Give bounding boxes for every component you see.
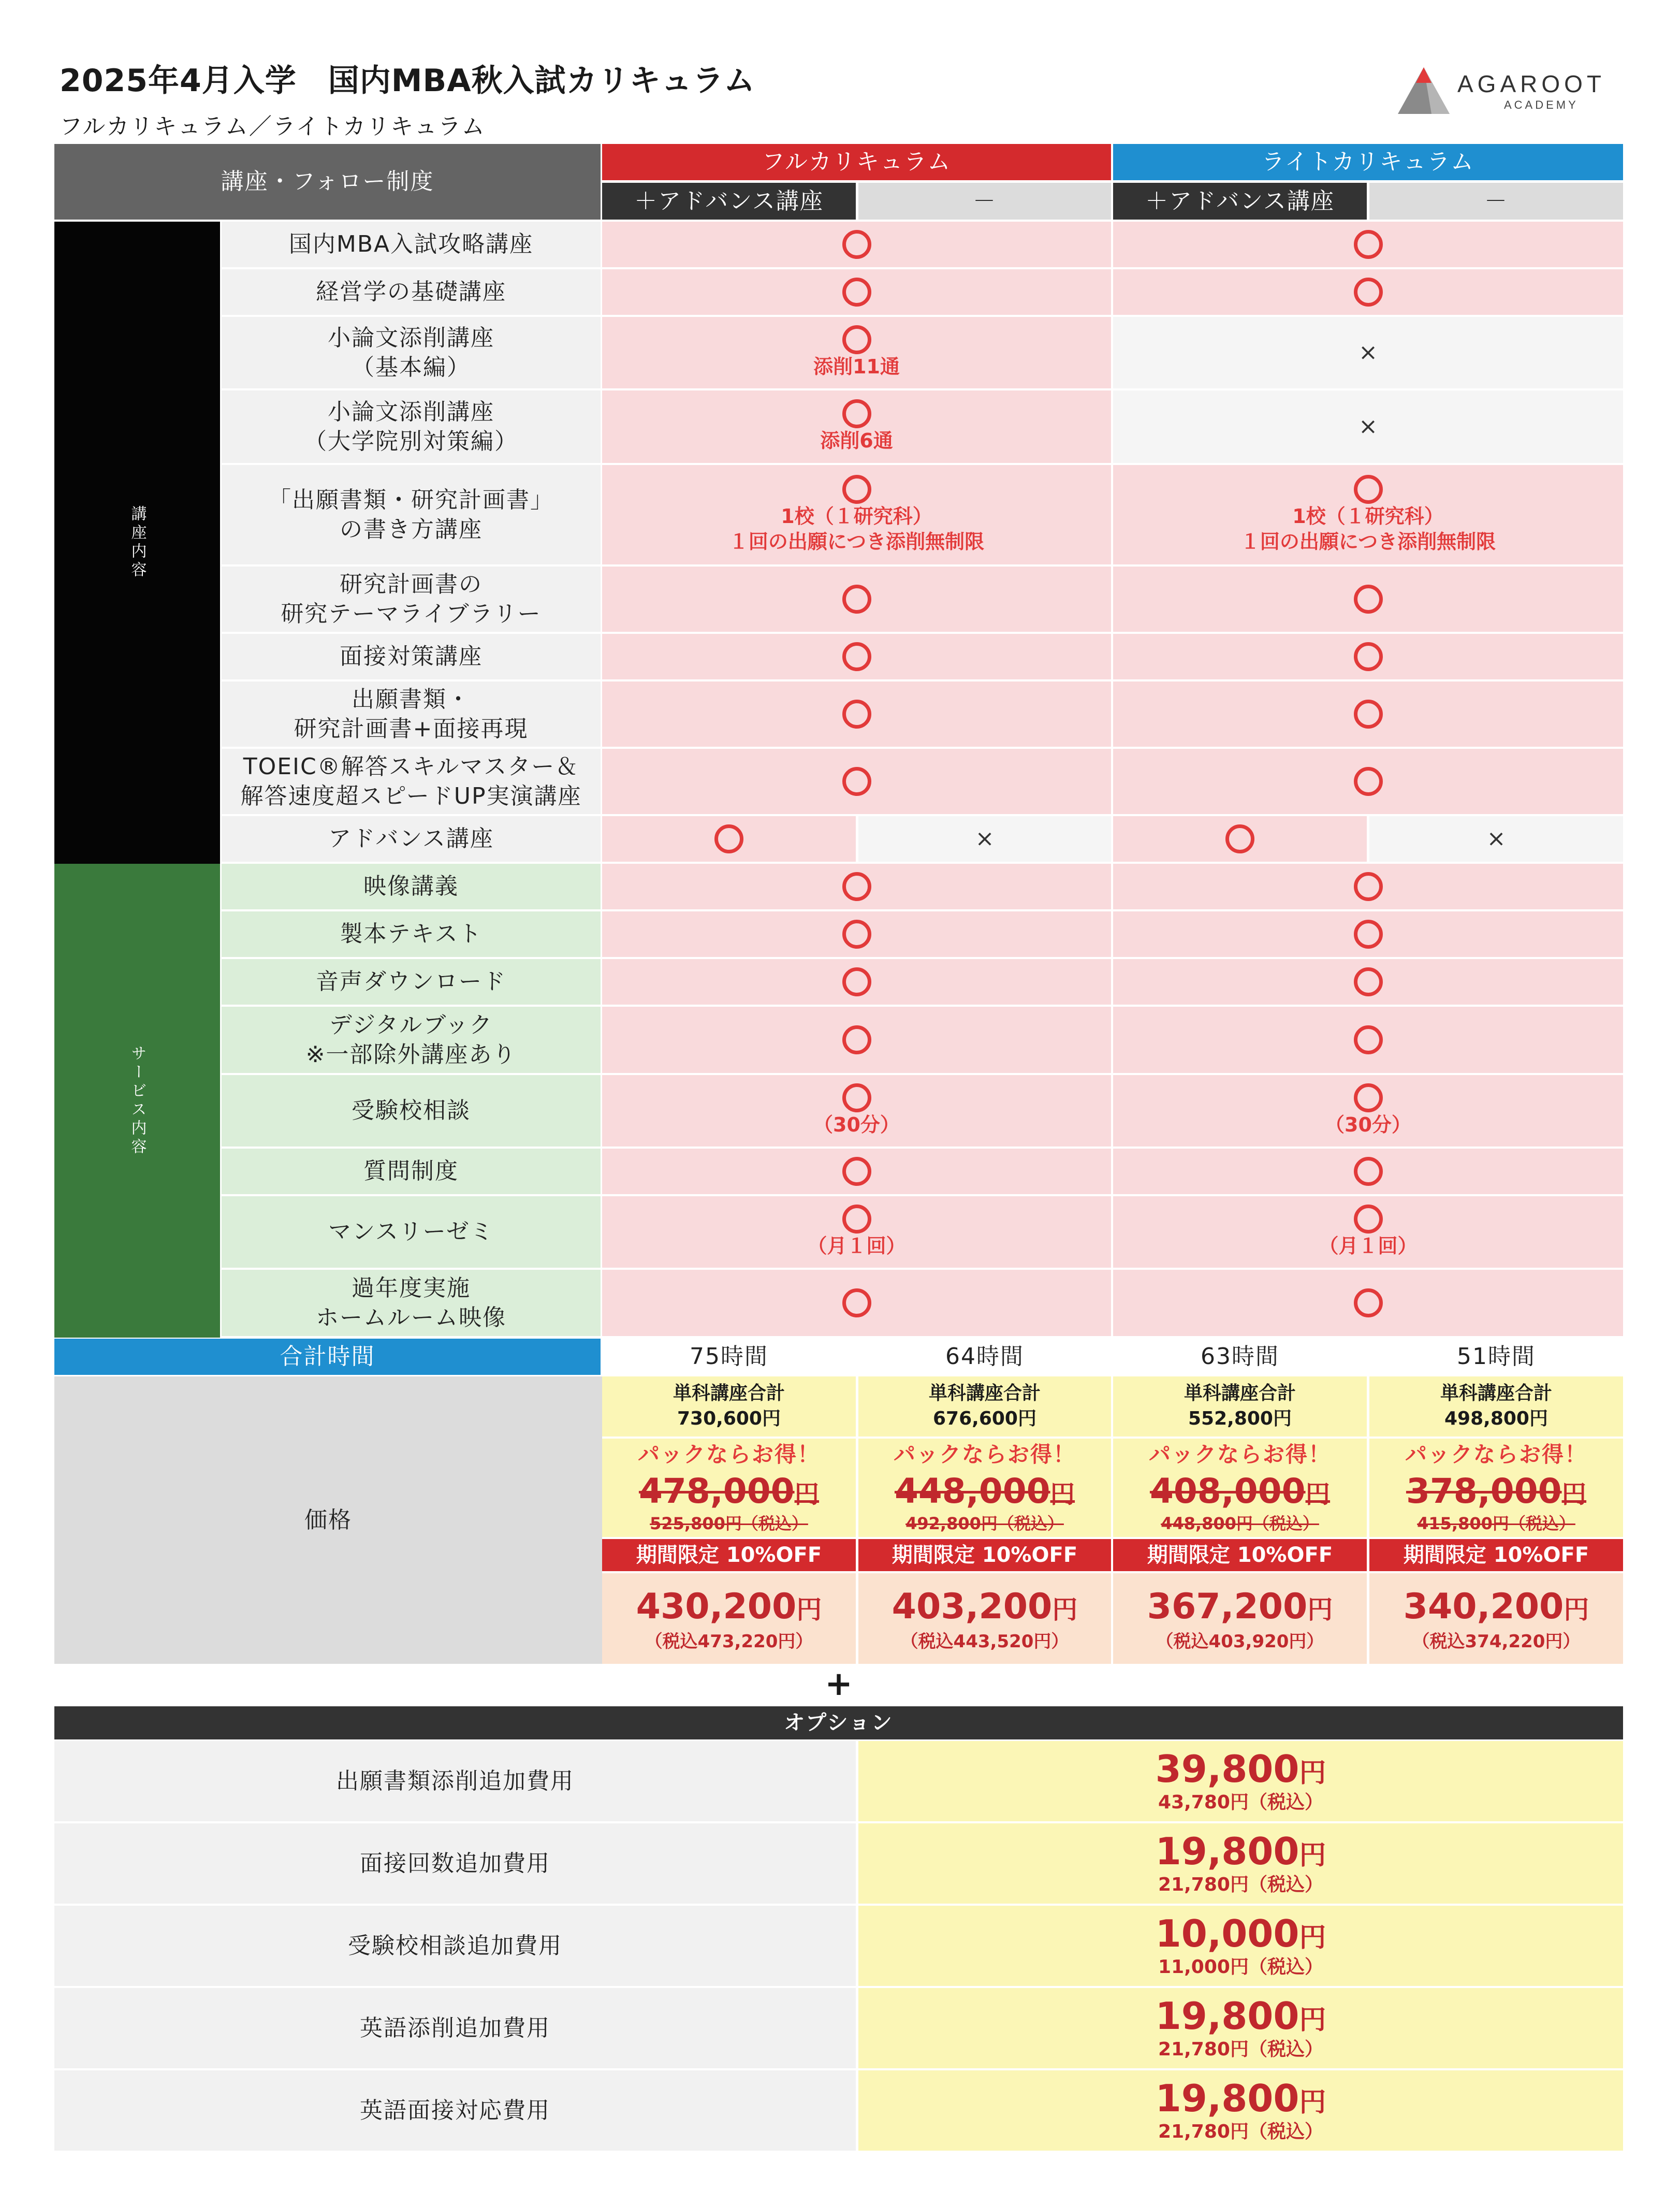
pack-price-value: 408,000 bbox=[1149, 1471, 1306, 1511]
circle-icon bbox=[1354, 642, 1383, 671]
total-hours-value: 75時間 bbox=[690, 1343, 768, 1370]
lite-cell bbox=[1113, 1270, 1623, 1336]
final-price-tax: （税込443,520円） bbox=[900, 1631, 1069, 1652]
row-label-text: TOEIC®解答スキルマスター＆ bbox=[243, 753, 579, 780]
page-title: 2025年4月入学 国内MBA秋入試カリキュラム bbox=[60, 63, 756, 99]
total-hours-value: 64時間 bbox=[945, 1343, 1024, 1370]
circle-icon bbox=[1354, 475, 1383, 504]
circle-icon bbox=[842, 278, 871, 307]
row-label-text: ※一部除外講座あり bbox=[305, 1041, 517, 1068]
option-price-tax: 21,780円（税込） bbox=[1158, 1874, 1323, 1895]
final-price-cell bbox=[1113, 1573, 1367, 1664]
limited-offer-label: 期間限定 10%OFF bbox=[1403, 1543, 1589, 1567]
yen-unit: 円 bbox=[794, 1480, 820, 1509]
yen-unit: 円 bbox=[1299, 2086, 1326, 2118]
cell-note: （月１回） bbox=[1319, 1235, 1418, 1258]
circle-icon bbox=[1225, 824, 1254, 853]
circle-icon bbox=[842, 967, 871, 996]
cell-note: 添削11通 bbox=[813, 355, 900, 379]
yen-unit: 円 bbox=[1307, 1595, 1333, 1625]
pack-price-value: 478,000 bbox=[638, 1471, 795, 1511]
full-cell bbox=[602, 681, 1111, 747]
final-price-value: 403,200 bbox=[892, 1586, 1053, 1628]
circle-icon bbox=[842, 325, 871, 354]
option-price-cell bbox=[858, 1823, 1623, 1904]
total-hours-value: 51時間 bbox=[1457, 1343, 1536, 1370]
row-label-essay-school bbox=[222, 390, 601, 463]
pack-price bbox=[1150, 1469, 1330, 1514]
single-total-value: 730,600円 bbox=[677, 1408, 781, 1429]
circle-icon bbox=[1354, 1205, 1383, 1234]
row-label-text: 研究テーマライブラリー bbox=[281, 601, 542, 627]
full-cell bbox=[602, 911, 1111, 957]
yen-unit: 円 bbox=[1561, 1480, 1587, 1509]
circle-icon bbox=[1354, 278, 1383, 307]
final-price-tax: （税込374,220円） bbox=[1412, 1631, 1581, 1652]
option-price-value: 19,800 bbox=[1155, 2076, 1299, 2120]
single-total-cell bbox=[1113, 1376, 1367, 1437]
option-label-cell bbox=[54, 1823, 856, 1904]
circle-icon bbox=[842, 700, 871, 729]
full-cell bbox=[602, 567, 1111, 632]
lite-basic-cell bbox=[1369, 816, 1623, 862]
cross-icon: × bbox=[1358, 413, 1378, 440]
pack-price-tax: 492,800円（税込） bbox=[905, 1514, 1064, 1534]
row-label-school-consult bbox=[222, 1075, 601, 1147]
pack-label: パックならお得！ bbox=[637, 1442, 820, 1467]
single-total-value: 552,800円 bbox=[1188, 1408, 1292, 1429]
cell-note: （30分） bbox=[813, 1113, 900, 1137]
row-label-interview bbox=[222, 634, 601, 679]
pack-label: パックならお得！ bbox=[1405, 1442, 1587, 1467]
limited-offer-bar bbox=[858, 1539, 1111, 1571]
option-price-tax: 21,780円（税込） bbox=[1158, 2121, 1323, 2142]
final-price bbox=[1404, 1584, 1589, 1630]
final-price-cell bbox=[602, 1573, 856, 1664]
full-cell bbox=[602, 1075, 1111, 1147]
full-advance-label: ＋アドバンス講座 bbox=[634, 187, 824, 214]
cell-note: 添削6通 bbox=[820, 429, 893, 453]
pack-price-tax: 448,800円（税込） bbox=[1161, 1514, 1319, 1534]
option-price-value: 19,800 bbox=[1155, 1994, 1299, 2038]
limited-offer-label: 期間限定 10%OFF bbox=[892, 1543, 1078, 1567]
single-total-label: 単科講座合計 bbox=[1184, 1383, 1296, 1404]
circle-icon bbox=[842, 585, 871, 614]
option-price-value: 39,800 bbox=[1155, 1747, 1299, 1791]
circle-icon bbox=[842, 1157, 871, 1186]
row-label-monthly-seminar bbox=[222, 1196, 601, 1268]
single-total-label: 単科講座合計 bbox=[1440, 1383, 1552, 1404]
cross-icon: × bbox=[1358, 339, 1378, 366]
full-cell bbox=[602, 390, 1111, 463]
cross-icon: × bbox=[1486, 825, 1506, 852]
section-service-text: サービス内容 bbox=[128, 1045, 147, 1157]
final-price-value: 340,200 bbox=[1403, 1586, 1564, 1628]
row-label-text: ホームルーム映像 bbox=[316, 1304, 506, 1331]
yen-unit: 円 bbox=[796, 1595, 822, 1625]
full-cell bbox=[602, 1149, 1111, 1194]
option-price-cell bbox=[858, 1741, 1623, 1821]
circle-icon bbox=[1354, 585, 1383, 614]
total-hours-label-text: 合計時間 bbox=[280, 1343, 375, 1370]
circle-icon bbox=[1354, 1083, 1383, 1112]
option-label-cell bbox=[54, 2070, 856, 2151]
single-total-cell bbox=[602, 1376, 856, 1437]
lite-cell bbox=[1113, 911, 1623, 957]
total-hours-value: 63時間 bbox=[1201, 1343, 1279, 1370]
total-hours-label bbox=[54, 1339, 601, 1375]
logo-text: AGAROOT bbox=[1457, 70, 1606, 97]
pack-price-cell bbox=[1369, 1439, 1623, 1537]
circle-icon bbox=[714, 824, 743, 853]
corner-header-label: 講座・フォロー制度 bbox=[221, 168, 434, 195]
lite-cell bbox=[1113, 567, 1623, 632]
row-label-text: 出願書類・ bbox=[352, 686, 471, 713]
row-label-mba-exam bbox=[222, 222, 601, 267]
pack-price bbox=[1406, 1469, 1586, 1514]
row-label-advance bbox=[222, 816, 601, 862]
circle-icon bbox=[842, 1288, 871, 1317]
cell-note: 1校（１研究科） bbox=[1292, 504, 1444, 528]
row-label-questions bbox=[222, 1149, 601, 1194]
final-price bbox=[892, 1584, 1078, 1630]
circle-icon bbox=[1354, 767, 1383, 796]
row-label-text: 過年度実施 bbox=[352, 1274, 471, 1301]
option-label-cell bbox=[54, 1988, 856, 2068]
lite-advance-label: ＋アドバンス講座 bbox=[1145, 187, 1335, 214]
final-price-cell bbox=[858, 1573, 1111, 1664]
option-label-cell bbox=[54, 1741, 856, 1821]
cross-icon: × bbox=[975, 825, 995, 852]
final-price bbox=[1147, 1584, 1333, 1630]
option-price-cell bbox=[858, 2070, 1623, 2151]
option-price bbox=[1156, 1830, 1326, 1873]
single-total-cell bbox=[858, 1376, 1111, 1437]
lite-cell bbox=[1113, 1149, 1623, 1194]
lite-cell bbox=[1113, 749, 1623, 814]
pack-price-value: 448,000 bbox=[894, 1471, 1050, 1511]
row-label-research-library bbox=[222, 567, 601, 632]
row-label-toeic bbox=[222, 749, 601, 814]
lite-cell bbox=[1113, 465, 1623, 564]
circle-icon bbox=[1354, 920, 1383, 949]
single-total-label: 単科講座合計 bbox=[928, 1383, 1041, 1404]
full-basic-subheader bbox=[858, 183, 1111, 220]
row-label-text: 小論文添削講座 bbox=[328, 324, 494, 351]
total-hours-cell bbox=[602, 1339, 856, 1375]
option-label: 受験校相談追加費用 bbox=[348, 1932, 562, 1959]
circle-icon bbox=[1354, 1025, 1383, 1054]
circle-icon bbox=[842, 1205, 871, 1234]
row-label-text: 解答速度超スピードUP実演講座 bbox=[240, 783, 582, 809]
option-label: 英語添削追加費用 bbox=[360, 2014, 550, 2041]
circle-icon bbox=[842, 1025, 871, 1054]
lite-cell bbox=[1113, 681, 1623, 747]
full-basic-dash: － bbox=[973, 187, 997, 214]
row-label-text: 「出願書類・研究計画書」 bbox=[268, 486, 554, 513]
lite-basic-subheader bbox=[1369, 183, 1623, 220]
pack-price bbox=[895, 1469, 1075, 1514]
full-basic-cell bbox=[858, 816, 1111, 862]
logo-subtext: ACADEMY bbox=[1504, 98, 1579, 111]
plus-icon: + bbox=[825, 1665, 853, 1704]
cell-note: 1校（１研究科） bbox=[781, 504, 932, 528]
circle-icon bbox=[842, 1083, 871, 1112]
option-price bbox=[1156, 1748, 1326, 1791]
pack-price-value: 378,000 bbox=[1406, 1471, 1562, 1511]
final-price-value: 367,200 bbox=[1147, 1586, 1308, 1628]
limited-offer-bar bbox=[1369, 1539, 1623, 1571]
single-total-cell bbox=[1369, 1376, 1623, 1437]
row-label-text: 国内MBA入試攻略講座 bbox=[288, 231, 534, 258]
option-label-cell bbox=[54, 1906, 856, 1986]
lite-cell bbox=[1113, 222, 1623, 267]
cell-note: （30分） bbox=[1325, 1113, 1411, 1137]
lite-cell bbox=[1113, 864, 1623, 909]
cell-note: （月１回） bbox=[807, 1235, 906, 1258]
options-header-text: オプション bbox=[784, 1711, 894, 1735]
circle-icon bbox=[842, 399, 871, 428]
section-course-text: 講座内容 bbox=[128, 505, 147, 580]
circle-icon bbox=[1354, 1157, 1383, 1186]
row-label-management-basics bbox=[222, 269, 601, 315]
row-label-text: の書き方講座 bbox=[340, 516, 483, 543]
section-service-label bbox=[54, 864, 220, 1338]
option-label: 面接回数追加費用 bbox=[360, 1850, 550, 1877]
row-label-text: 質問制度 bbox=[363, 1158, 459, 1185]
section-course-label bbox=[54, 222, 220, 864]
option-price bbox=[1156, 1912, 1326, 1955]
corner-header bbox=[54, 144, 601, 220]
pack-price-tax: 525,800円（税込） bbox=[650, 1514, 808, 1534]
pack-price-cell bbox=[858, 1439, 1111, 1537]
row-label-text: 経営学の基礎講座 bbox=[316, 279, 506, 306]
lite-cell bbox=[1113, 1007, 1623, 1073]
option-price-tax: 43,780円（税込） bbox=[1158, 1791, 1323, 1813]
row-label-text: マンスリーゼミ bbox=[328, 1218, 494, 1245]
limited-offer-bar bbox=[1113, 1539, 1367, 1571]
yen-unit: 円 bbox=[1050, 1480, 1075, 1509]
row-label-text: （基本編） bbox=[352, 354, 471, 381]
full-curriculum-label: フルカリキュラム bbox=[762, 149, 952, 176]
full-cell bbox=[602, 1007, 1111, 1073]
lite-cell bbox=[1113, 634, 1623, 679]
cell-note: １回の出願につき添削無制限 bbox=[1240, 530, 1496, 553]
full-cell bbox=[602, 1270, 1111, 1336]
pack-price bbox=[639, 1469, 819, 1514]
row-label-text: 面接対策講座 bbox=[340, 643, 483, 670]
circle-icon bbox=[842, 230, 871, 259]
lite-advance-cell bbox=[1113, 816, 1367, 862]
option-price-tax: 21,780円（税込） bbox=[1158, 2038, 1323, 2060]
lite-cell bbox=[1113, 959, 1623, 1005]
page-subtitle: フルカリキュラム／ライトカリキュラム bbox=[60, 113, 486, 140]
row-label-text: デジタルブック bbox=[329, 1011, 493, 1038]
option-price-cell bbox=[858, 1906, 1623, 1986]
row-label-text-book bbox=[222, 911, 601, 957]
price-label-text: 価格 bbox=[304, 1506, 352, 1533]
row-label-video bbox=[222, 864, 601, 909]
yen-unit: 円 bbox=[1564, 1595, 1589, 1625]
lite-cell bbox=[1113, 317, 1623, 388]
full-cell bbox=[602, 222, 1111, 267]
lite-cell bbox=[1113, 1075, 1623, 1147]
option-price bbox=[1156, 2077, 1326, 2120]
full-curriculum-header bbox=[602, 144, 1111, 180]
price-label bbox=[54, 1376, 602, 1664]
circle-icon bbox=[1354, 872, 1383, 901]
circle-icon bbox=[842, 475, 871, 504]
final-price-tax: （税込403,920円） bbox=[1156, 1631, 1324, 1652]
single-total-label: 単科講座合計 bbox=[673, 1383, 785, 1404]
row-label-text: 受験校相談 bbox=[352, 1097, 471, 1124]
circle-icon bbox=[1354, 700, 1383, 729]
circle-icon bbox=[1354, 230, 1383, 259]
pack-price-cell bbox=[1113, 1439, 1367, 1537]
option-price-cell bbox=[858, 1988, 1623, 2068]
row-label-docs-interview bbox=[222, 681, 601, 747]
final-price-value: 430,200 bbox=[636, 1586, 797, 1628]
full-cell bbox=[602, 269, 1111, 315]
circle-icon bbox=[842, 872, 871, 901]
option-price-value: 19,800 bbox=[1155, 1829, 1299, 1873]
circle-icon bbox=[1354, 967, 1383, 996]
yen-unit: 円 bbox=[1299, 1757, 1326, 1789]
final-price-cell bbox=[1369, 1573, 1623, 1664]
limited-offer-label: 期間限定 10%OFF bbox=[1147, 1543, 1333, 1567]
limited-offer-bar bbox=[602, 1539, 856, 1571]
option-price-value: 10,000 bbox=[1155, 1911, 1299, 1955]
row-label-digital-book bbox=[222, 1007, 601, 1073]
full-cell bbox=[602, 1196, 1111, 1268]
lite-basic-dash: － bbox=[1484, 187, 1508, 214]
lite-cell bbox=[1113, 269, 1623, 315]
pack-label: パックならお得！ bbox=[893, 1442, 1076, 1467]
row-label-audio bbox=[222, 959, 601, 1005]
full-advance-cell bbox=[602, 816, 856, 862]
row-label-text: 研究計画書+面接再現 bbox=[294, 716, 529, 742]
row-label-text: 研究計画書の bbox=[340, 571, 483, 598]
row-label-text: 音声ダウンロード bbox=[316, 968, 506, 995]
full-advance-subheader bbox=[602, 183, 856, 220]
full-cell bbox=[602, 749, 1111, 814]
pack-price-tax: 415,800円（税込） bbox=[1417, 1514, 1575, 1534]
final-price bbox=[636, 1584, 822, 1630]
final-price-tax: （税込473,220円） bbox=[645, 1631, 813, 1652]
lite-cell bbox=[1113, 1196, 1623, 1268]
row-label-application-docs bbox=[222, 465, 601, 564]
full-cell bbox=[602, 959, 1111, 1005]
option-price-tax: 11,000円（税込） bbox=[1158, 1956, 1323, 1978]
yen-unit: 円 bbox=[1299, 2004, 1326, 2036]
option-label: 英語面接対応費用 bbox=[360, 2097, 550, 2124]
option-label: 出願書類添削追加費用 bbox=[336, 1767, 574, 1794]
full-cell bbox=[602, 634, 1111, 679]
plus-sign bbox=[802, 1666, 875, 1703]
lite-curriculum-label: ライトカリキュラム bbox=[1262, 149, 1474, 176]
yen-unit: 円 bbox=[1305, 1480, 1331, 1509]
row-label-essay-basic bbox=[222, 317, 601, 388]
total-hours-cell bbox=[858, 1339, 1111, 1375]
full-cell bbox=[602, 317, 1111, 388]
row-label-text: （大学院別対策編） bbox=[304, 428, 518, 455]
cell-note: １回の出願につき添削無制限 bbox=[728, 530, 985, 553]
row-label-text: 小論文添削講座 bbox=[328, 398, 494, 425]
option-price bbox=[1156, 1995, 1326, 2038]
row-label-homeroom bbox=[222, 1270, 601, 1336]
total-hours-cell bbox=[1113, 1339, 1367, 1375]
circle-icon bbox=[842, 920, 871, 949]
yen-unit: 円 bbox=[1052, 1595, 1078, 1625]
single-total-value: 498,800円 bbox=[1444, 1408, 1548, 1429]
single-total-value: 676,600円 bbox=[933, 1408, 1036, 1429]
circle-icon bbox=[1354, 1288, 1383, 1317]
yen-unit: 円 bbox=[1299, 1922, 1326, 1953]
yen-unit: 円 bbox=[1299, 1839, 1326, 1871]
row-label-text: 映像講義 bbox=[363, 873, 459, 900]
pack-price-cell bbox=[602, 1439, 856, 1537]
pack-label: パックならお得！ bbox=[1148, 1442, 1331, 1467]
lite-advance-subheader bbox=[1113, 183, 1367, 220]
full-cell bbox=[602, 465, 1111, 564]
limited-offer-label: 期間限定 10%OFF bbox=[636, 1543, 822, 1567]
circle-icon bbox=[842, 767, 871, 796]
total-hours-cell bbox=[1369, 1339, 1623, 1375]
row-label-text: アドバンス講座 bbox=[328, 825, 494, 852]
options-header bbox=[54, 1706, 1623, 1739]
lite-curriculum-header bbox=[1113, 144, 1623, 180]
row-label-text: 製本テキスト bbox=[340, 921, 483, 948]
lite-cell bbox=[1113, 390, 1623, 463]
circle-icon bbox=[842, 642, 871, 671]
full-cell bbox=[602, 864, 1111, 909]
